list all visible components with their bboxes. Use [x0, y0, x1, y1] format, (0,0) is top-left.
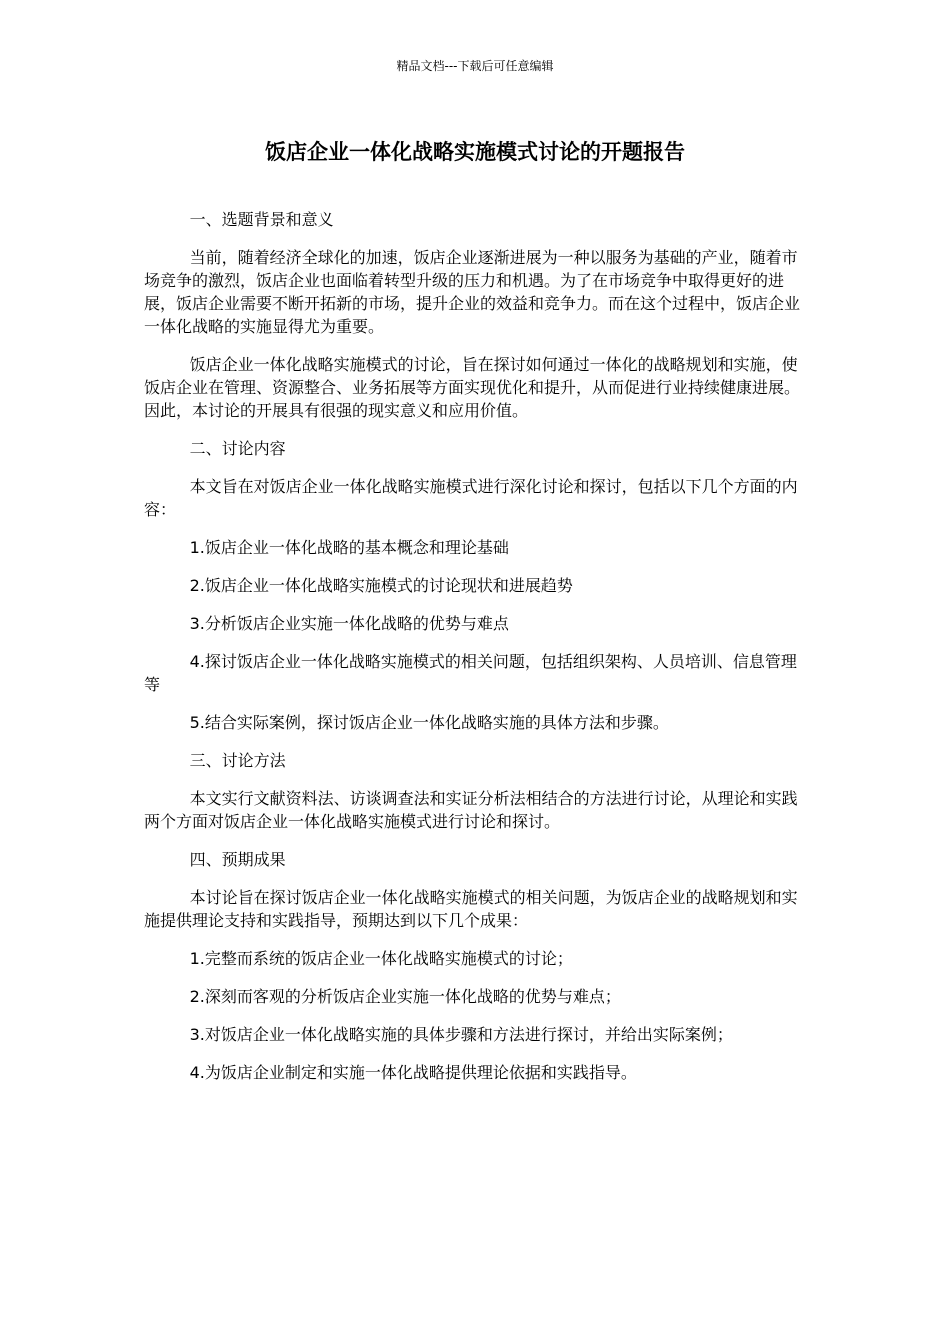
- list-item: 5.结合实际案例，探讨饭店企业一体化战略实施的具体方法和步骤。: [189, 713, 669, 732]
- document-body: [144, 208, 806, 1099]
- section-heading-content: 二、讨论内容: [189, 439, 286, 458]
- body-paragraph: 本文实行文献资料法、访谈调查法和实证分析法相结合的方法进行讨论，从理论和实践两个方面对饭店企业一体化战略实施模式进行讨论和探讨。: [144, 789, 798, 831]
- list-item: 3.分析饭店企业实施一体化战略的优势与难点: [189, 614, 509, 633]
- document-title: 饭店企业一体化战略实施模式讨论的开题报告: [265, 140, 685, 164]
- section-heading-results: 四、预期成果: [189, 850, 286, 869]
- list-item: 2.饭店企业一体化战略实施模式的讨论现状和进展趋势: [189, 576, 573, 595]
- list-item: 4.探讨饭店企业一体化战略实施模式的相关问题，包括组织架构、人员培训、信息管理等: [144, 652, 797, 694]
- list-item: 1.饭店企业一体化战略的基本概念和理论基础: [189, 538, 509, 557]
- list-item: 1.完整而系统的饭店企业一体化战略实施模式的讨论；: [189, 949, 573, 968]
- body-paragraph: 饭店企业一体化战略实施模式的讨论，旨在探讨如何通过一体化的战略规划和实施，使饭店企业在管理、资源整合、业务拓展等方面实现优化和提升，从而促进行业持续健康进展。因此，本讨论的开展具有很强的现实意义和应用价值。: [144, 355, 801, 420]
- body-paragraph: 本文旨在对饭店企业一体化战略实施模式进行深化讨论和探讨，包括以下几个方面的内容：: [144, 477, 798, 519]
- section-heading-background: 一、选题背景和意义: [189, 210, 334, 229]
- body-paragraph: 本讨论旨在探讨饭店企业一体化战略实施模式的相关问题，为饭店企业的战略规划和实施提供理论支持和实践指导，预期达到以下几个成果：: [144, 888, 798, 930]
- body-paragraph: 当前，随着经济全球化的加速，饭店企业逐渐进展为一种以服务为基础的产业，随着市场竞争的激烈，饭店企业也面临着转型升级的压力和机遇。为了在市场竞争中取得更好的进展，饭店企业需要不断开拓新的市场，提升企业的效益和竞争力。而在这个过程中，饭店企业一体化战略的实施显得尤为重要。: [144, 248, 801, 336]
- section-heading-method: 三、讨论方法: [189, 751, 286, 770]
- list-item: 4.为饭店企业制定和实施一体化战略提供理论依据和实践指导。: [189, 1063, 637, 1082]
- header-note: 精品文档---下载后可任意编辑: [396, 59, 554, 73]
- list-item: 3.对饭店企业一体化战略实施的具体步骤和方法进行探讨，并给出实际案例；: [189, 1025, 733, 1044]
- list-item: 2.深刻而客观的分析饭店企业实施一体化战略的优势与难点；: [189, 987, 621, 1006]
